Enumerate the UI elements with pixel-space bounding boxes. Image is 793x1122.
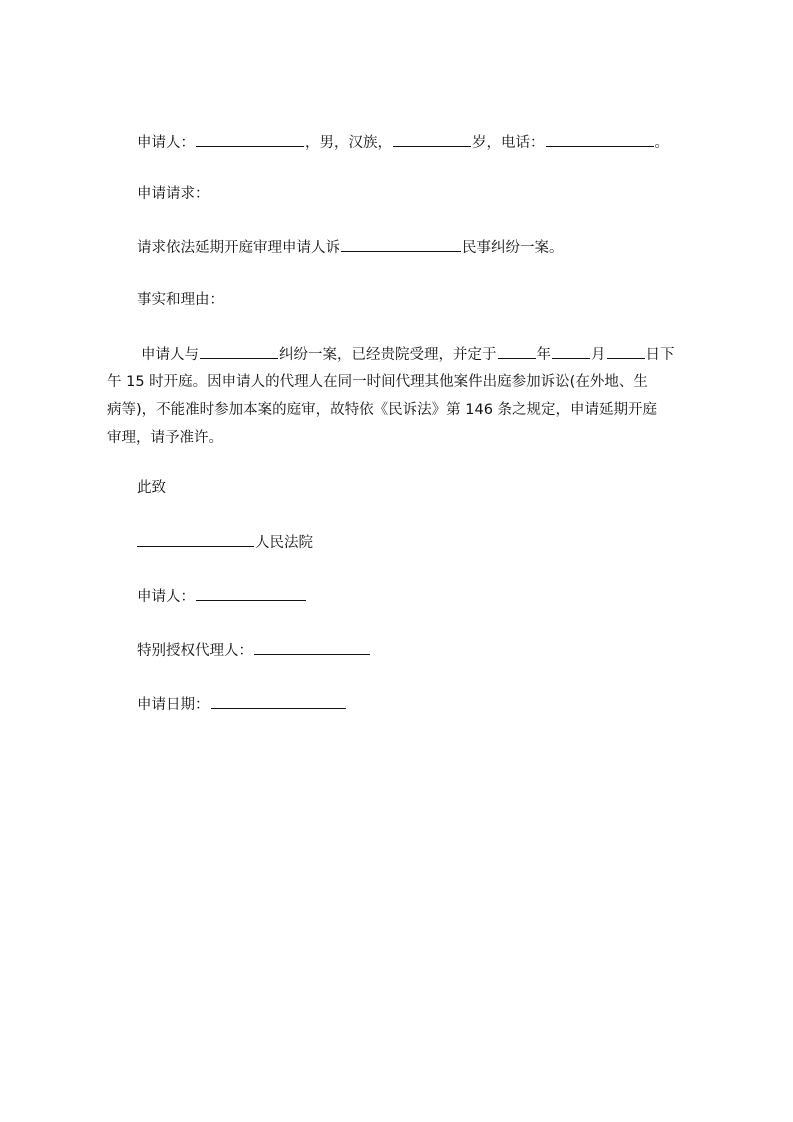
court-line	[137, 532, 313, 552]
court-name-blank[interactable]	[137, 532, 254, 547]
signature-agent-line	[137, 640, 371, 660]
year-blank[interactable]	[498, 344, 536, 359]
request-prefix: 请求依法延期开庭审理申请人诉	[137, 240, 340, 256]
applicant-phone-blank[interactable]	[546, 132, 654, 147]
year-label: 年	[536, 347, 551, 363]
dispute-party-blank[interactable]	[200, 344, 278, 359]
month-label: 月	[591, 347, 606, 363]
applicant-line-end: 。	[654, 135, 669, 151]
facts-line-4: 审理，请予准许。	[107, 430, 223, 446]
month-blank[interactable]	[552, 344, 590, 359]
signature-applicant-line	[137, 586, 307, 606]
facts-line-2: 午 15 时开庭。因申请人的代理人在同一时间代理其他案件出庭参加诉讼(在外地、生	[107, 374, 648, 390]
applicant-age-phone-label: 岁，电话：	[472, 135, 545, 151]
request-suffix: 民事纠纷一案。	[462, 240, 564, 256]
signature-date-blank[interactable]	[211, 694, 346, 709]
signature-date-label: 申请日期：	[137, 697, 210, 713]
facts-line-1-middle: 纠纷一案，已经贵院受理，并定于	[279, 347, 497, 363]
signature-applicant-label: 申请人：	[137, 589, 195, 605]
signature-applicant-blank[interactable]	[196, 586, 306, 601]
court-suffix: 人民法院	[255, 535, 313, 551]
applicant-age-blank[interactable]	[393, 132, 471, 147]
applicant-gender-ethnicity: ，男，汉族，	[305, 135, 392, 151]
request-heading: 申请请求：	[137, 186, 210, 202]
facts-line-1	[141, 344, 675, 364]
day-label: 日下	[645, 347, 675, 363]
defendant-blank[interactable]	[341, 237, 461, 252]
applicant-label: 申请人：	[137, 135, 195, 151]
facts-heading: 事实和理由：	[137, 292, 224, 308]
day-blank[interactable]	[607, 344, 645, 359]
signature-date-line	[137, 694, 347, 714]
applicant-name-blank[interactable]	[196, 132, 304, 147]
facts-line-3: 病等)，不能准时参加本案的庭审，故特依《民诉法》第 146 条之规定，申请延期开庭	[107, 402, 658, 418]
applicant-line	[137, 132, 669, 152]
request-line	[137, 237, 564, 257]
signature-agent-blank[interactable]	[254, 640, 370, 655]
signature-agent-label: 特别授权代理人：	[137, 643, 253, 659]
closing: 此致	[137, 480, 166, 496]
facts-line-1-start: 申请人与	[141, 347, 199, 363]
